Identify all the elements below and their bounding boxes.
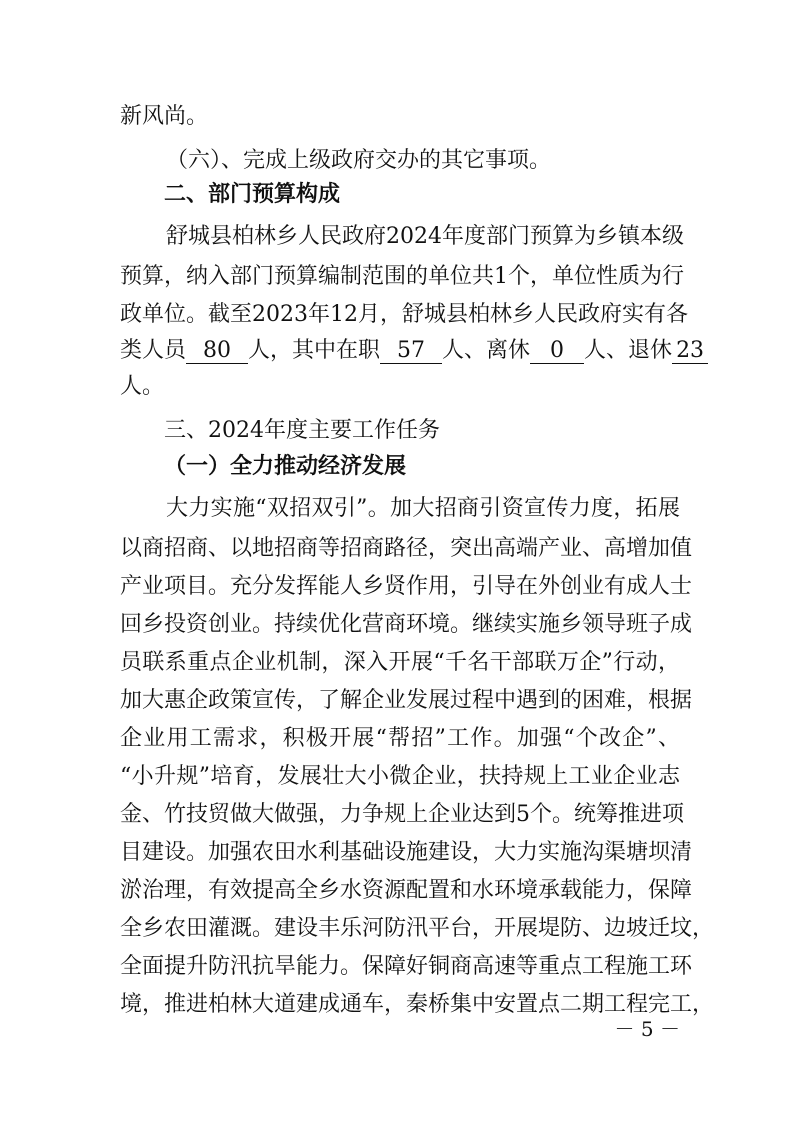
staff-total-value: 80 [186,339,248,364]
staff-text: 人、退休 [584,338,673,363]
paragraph-line: 大力实施“双招双引”。加大招商引资宣传力度，拓展 [166,496,680,521]
paragraph-line: 政单位。截至2023年12月，舒城县柏林乡人民政府实有各 [120,302,688,327]
paragraph-line: 舒城县柏林乡人民政府2024年度部门预算为乡镇本级 [166,224,684,249]
paragraph-line: （六）、完成上级政府交办的其它事项。 [166,148,552,173]
staff-text: 人、离休 [442,338,531,363]
paragraph-line: 全乡农田灌溉。建设丰乐河防汛平台，开展堤防、边坡迁坟， [120,916,715,941]
paragraph-line: 回乡投资创业。持续优化营商环境。继续实施乡领导班子成 [120,612,693,637]
staff-text: 类人员 [120,338,187,363]
staff-lixiu-value: 0 [530,339,584,364]
subsection-heading: （一）全力推动经济发展 [164,454,407,479]
staff-text: 人，其中在职 [248,338,381,363]
page-number: － 5 － [614,1017,680,1041]
section-heading: 三、2024年度主要工作任务 [164,418,440,443]
paragraph-line: 人。 [120,374,165,399]
paragraph-line: 全面提升防汛抗旱能力。保障好铜商高速等重点工程施工环 [120,954,693,979]
paragraph-line: 员联系重点企业机制，深入开展“千名干部联万企”行动， [120,650,680,675]
paragraph-line: 境，推进柏林大道建成通车，秦桥集中安置点二期工程完工， [120,992,715,1017]
paragraph-line: 企业用工需求，积极开展“帮招”工作。加强“个改企”、 [120,726,680,751]
paragraph-line: 产业项目。充分发挥能人乡贤作用，引导在外创业有成人士 [120,574,693,599]
paragraph-line: 加大惠企政策宣传，了解企业发展过程中遇到的困难，根据 [120,688,693,713]
staff-tuixiu-value: 23 [672,339,708,364]
paragraph-line: 预算，纳入部门预算编制范围的单位共1个，单位性质为行 [120,264,684,289]
paragraph-line: “小升规”培育，发展壮大小微企业，扶持规上工业企业志 [120,764,680,789]
staff-active-value: 57 [380,339,442,364]
paragraph-line: 金、竹技贸做大做强，力争规上企业达到5个。统筹推进项 [120,802,684,827]
section-heading: 二、部门预算构成 [164,182,341,207]
paragraph-line: 淤治理，有效提高全乡水资源配置和水环境承载能力，保障 [120,878,693,903]
staff-count-line [120,336,705,366]
paragraph-line: 新风尚。 [120,104,209,129]
paragraph-line: 以商招商、以地招商等招商路径，突出高端产业、高增加值 [120,536,693,561]
paragraph-line: 目建设。加强农田水利基础设施建设，大力实施沟渠塘坝清 [120,840,693,865]
